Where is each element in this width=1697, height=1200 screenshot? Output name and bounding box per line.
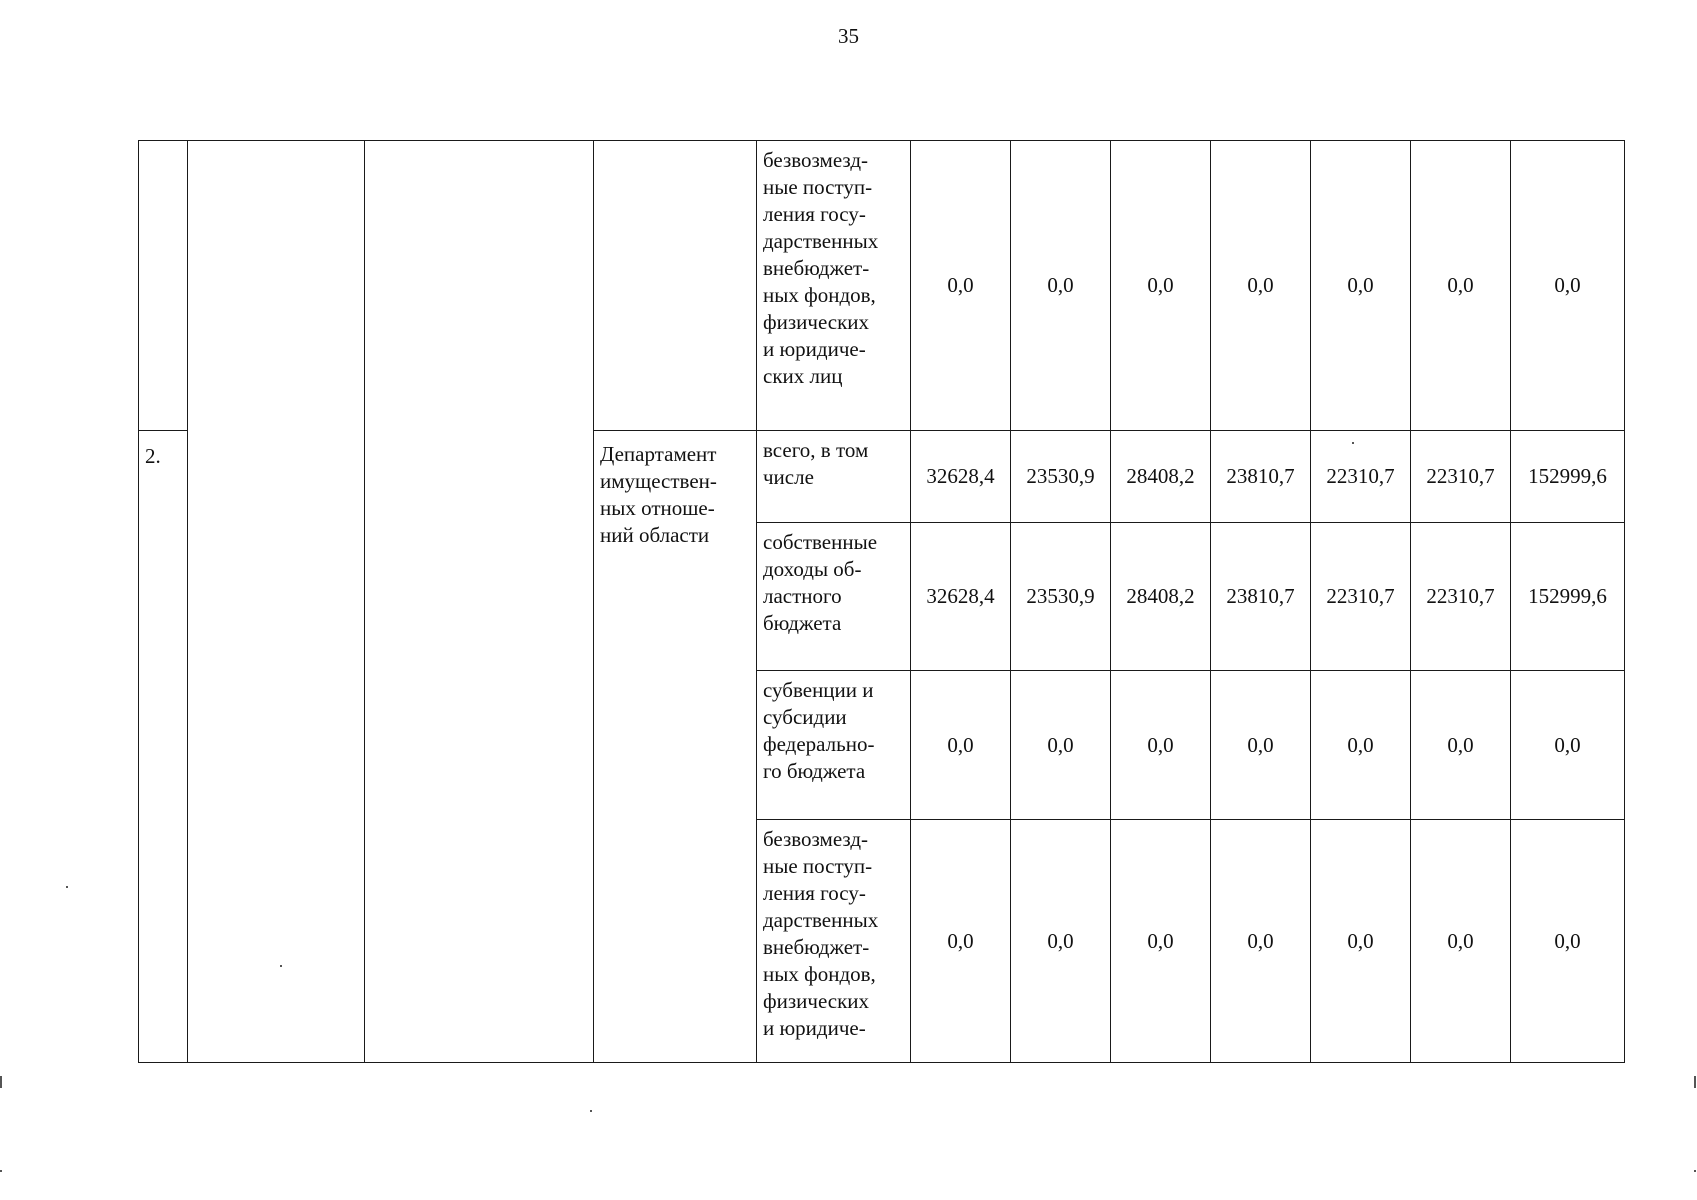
funding-source-cell: собственные доходы об- ластного бюджета [757, 523, 911, 671]
value-cell: 22310,7 [1411, 523, 1511, 671]
scan-artifact [1352, 442, 1354, 444]
program-name-cell [188, 141, 365, 1063]
value-cell: 0,0 [1311, 671, 1411, 820]
scan-artifact [66, 886, 68, 888]
scan-artifact [1694, 1170, 1696, 1172]
responsible-cell [594, 141, 757, 431]
value-cell: 0,0 [1111, 141, 1211, 431]
value-cell: 32628,4 [911, 431, 1011, 523]
value-cell: 23810,7 [1211, 431, 1311, 523]
value-cell: 0,0 [1411, 141, 1511, 431]
scan-artifact [280, 965, 282, 967]
value-cell: 0,0 [911, 141, 1011, 431]
value-cell: 23530,9 [1011, 431, 1111, 523]
page-number: 35 [838, 24, 859, 48]
value-cell: 0,0 [1511, 671, 1625, 820]
value-cell: 0,0 [1111, 671, 1211, 820]
value-cell: 0,0 [1411, 671, 1511, 820]
value-cell: 0,0 [911, 820, 1011, 1063]
value-cell: 32628,4 [911, 523, 1011, 671]
responsible-cell: Департамент имуществен- ных отноше- ний области [594, 431, 757, 1063]
budget-table [138, 140, 1625, 1063]
scan-artifact [0, 1170, 2, 1172]
value-cell: 0,0 [1211, 141, 1311, 431]
value-cell: 152999,6 [1511, 431, 1625, 523]
value-cell: 0,0 [1511, 820, 1625, 1063]
value-cell: 152999,6 [1511, 523, 1625, 671]
funding-source-cell: безвозмезд- ные поступ- ления госу- дарственных внебюджет- ных фондов, физических и юридиче- ских лиц [757, 141, 911, 431]
value-cell: 0,0 [1411, 820, 1511, 1063]
table-row [139, 141, 1625, 431]
funding-source-cell: всего, в том числе [757, 431, 911, 523]
row-number-cell: 2. [139, 431, 188, 1063]
value-cell: 28408,2 [1111, 431, 1211, 523]
scan-artifact [0, 1076, 2, 1088]
value-cell: 0,0 [1311, 141, 1411, 431]
value-cell: 0,0 [1011, 820, 1111, 1063]
value-cell: 22310,7 [1411, 431, 1511, 523]
value-cell: 0,0 [1111, 820, 1211, 1063]
scan-artifact [1694, 1076, 1696, 1088]
program-description-cell [365, 141, 594, 1063]
value-cell: 22310,7 [1311, 431, 1411, 523]
number-cell [139, 141, 188, 431]
value-cell: 23530,9 [1011, 523, 1111, 671]
value-cell: 0,0 [1211, 671, 1311, 820]
value-cell: 22310,7 [1311, 523, 1411, 671]
value-cell: 23810,7 [1211, 523, 1311, 671]
value-cell: 0,0 [911, 671, 1011, 820]
funding-source-cell: безвозмезд- ные поступ- ления госу- дарственных внебюджет- ных фондов, физических и юридиче- [757, 820, 911, 1063]
value-cell: 0,0 [1211, 820, 1311, 1063]
funding-source-cell: субвенции и субсидии федерально- го бюджета [757, 671, 911, 820]
value-cell: 28408,2 [1111, 523, 1211, 671]
value-cell: 0,0 [1011, 141, 1111, 431]
scan-artifact [590, 1110, 592, 1112]
value-cell: 0,0 [1011, 671, 1111, 820]
value-cell: 0,0 [1311, 820, 1411, 1063]
value-cell: 0,0 [1511, 141, 1625, 431]
